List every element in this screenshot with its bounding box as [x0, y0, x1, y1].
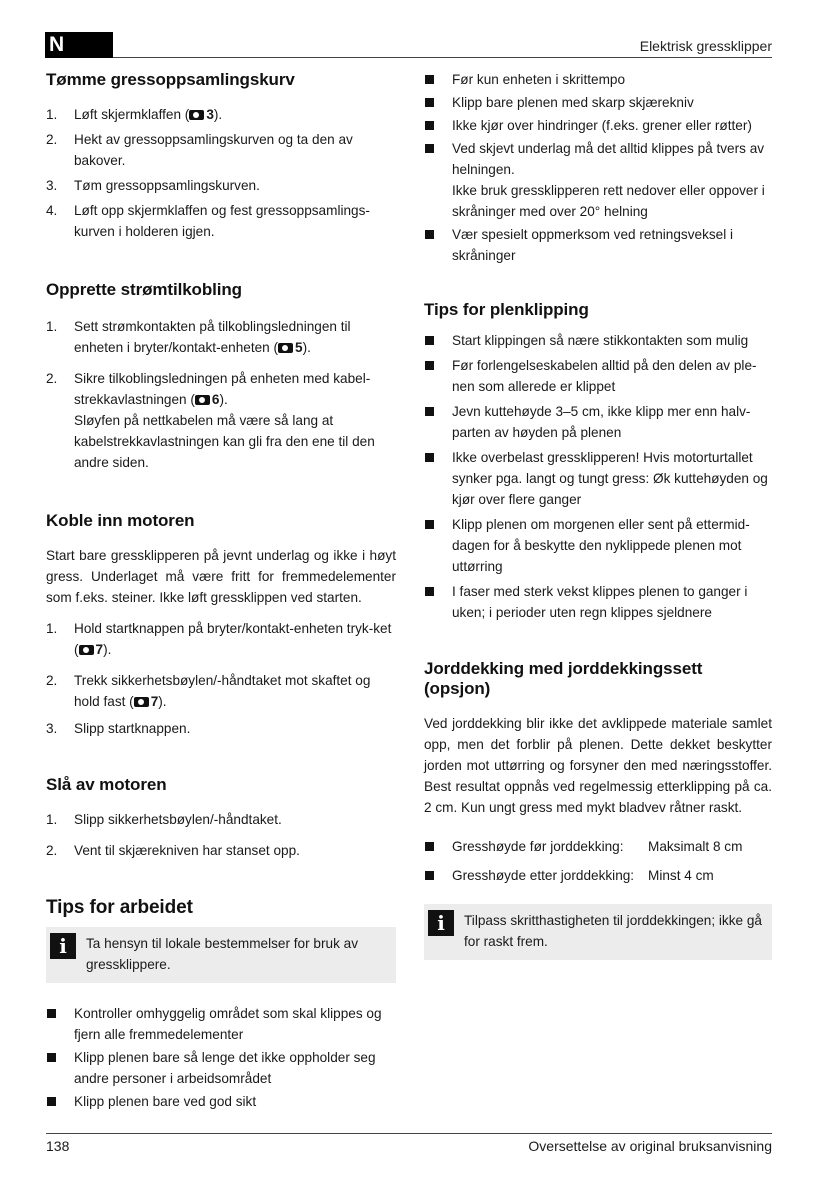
- list-item: Start klippingen så nære stikkontakten som mulig: [424, 330, 772, 351]
- list-item: Ikke overbelast gressklipperen! Hvis motorturtallet synker pga. langt og tungt gress: Øk kuttehøyden og kjør over flere ganger: [424, 447, 772, 510]
- bullet-square-icon: [425, 842, 434, 851]
- list-item: Klipp plenen om morgenen eller sent på ettermid-dagen for å beskytte den nyklippede plenen mot uttørring: [424, 514, 772, 577]
- list-item: Ikke kjør over hindringer (f.eks. grener eller røtter): [424, 115, 772, 136]
- bullet-square-icon: [425, 453, 434, 462]
- section-title-start-motor: Koble inn motoren: [46, 511, 195, 530]
- work-tips-list-continued: [424, 69, 772, 266]
- mulching-intro: Ved jorddekking blir ikke det avklippede materiale samlet opp, men det forblir på plenen. Dette dekket beskytter jorden mot uttørring og forsyner den med næringsstoffer. Best resultat oppnås ved regelmessig etterklipping på ca. 2 cm. Kun ungt gress med mykt bladvev råtner raskt.: [424, 716, 772, 815]
- page-number: 138: [46, 1138, 70, 1154]
- list-item: Gresshøyde etter jorddekking: Minst 4 cm: [424, 865, 772, 886]
- list-item: Klipp bare plenen med skarp skjærekniv: [424, 92, 772, 113]
- info-note-local-rules: i Ta hensyn til lokale bestemmelser for bruk av gressklippere.: [46, 927, 396, 983]
- bullet-square-icon: [425, 407, 434, 416]
- list-item: Kontroller omhyggelig området som skal klippes og fjern alle fremmedelementer: [46, 1003, 396, 1045]
- section-title-work-tips: Tips for arbeidet: [46, 897, 193, 918]
- camera-icon: [195, 395, 210, 405]
- mowing-tips-list: [424, 330, 772, 623]
- steps-power-connection: [46, 316, 396, 473]
- bullet-square-icon: [47, 1009, 56, 1018]
- steps-stop-motor: [46, 809, 396, 861]
- header-rule: [113, 57, 772, 58]
- list-item: 1. Slipp sikkerhetsbøylen/-håndtaket.: [46, 812, 282, 827]
- section-title-empty-basket: Tømme gressoppsamlingskurv: [46, 70, 295, 89]
- footer-rule: [46, 1133, 772, 1134]
- bullet-square-icon: [425, 361, 434, 370]
- list-item: 2. Hekt av gressoppsamlingskurven og ta den av bakover.: [46, 132, 353, 168]
- language-badge: N: [45, 32, 113, 58]
- list-item: 1. Sett strømkontakten på tilkoblingsledningen til enheten i bryter/kontakt-enheten ( 5).: [46, 319, 351, 355]
- list-item: 1. Løft skjermklaffen ( 3).: [46, 107, 223, 122]
- bullet-square-icon: [425, 121, 434, 130]
- list-item: Vær spesielt oppmerksom ved retningsveksel i skråninger: [424, 224, 772, 266]
- section-title-stop-motor: Slå av motoren: [46, 775, 167, 794]
- work-tips-list: [46, 1003, 396, 1112]
- bullet-square-icon: [425, 98, 434, 107]
- start-motor-intro: Start bare gressklipperen på jevnt underlag og ikke i høyt gress. Underlaget må være fritt for fremmedelementer som f.eks. steiner. Ikke løft gressklippen ved starten.: [46, 548, 396, 605]
- bullet-square-icon: [425, 75, 434, 84]
- steps-start-motor: [46, 618, 396, 739]
- camera-icon: [278, 343, 293, 353]
- bullet-square-icon: [425, 144, 434, 153]
- camera-icon: [79, 645, 94, 655]
- camera-icon: [134, 697, 149, 707]
- list-item: Før forlengelseskabelen alltid på den delen av ple-nen som allerede er klippet: [424, 355, 772, 397]
- list-item: 4. Løft opp skjermklaffen og fest gressoppsamlings-kurven i holderen igjen.: [46, 203, 370, 239]
- bullet-square-icon: [425, 520, 434, 529]
- bullet-square-icon: [47, 1053, 56, 1062]
- bullet-square-icon: [425, 336, 434, 345]
- list-item: Før kun enheten i skrittempo: [424, 69, 772, 90]
- bullet-square-icon: [425, 871, 434, 880]
- steps-empty-basket: [46, 104, 396, 242]
- list-item: Klipp plenen bare ved god sikt: [46, 1091, 396, 1112]
- bullet-square-icon: [425, 230, 434, 239]
- list-item: 2. Sikre tilkoblingsledningen på enheten med kabel-strekkavlastningen ( 6). Sløyfen på nettkabelen må være så lang at kabelstrekkavlastningen kan gli fra den ene til den andre siden.: [46, 371, 375, 470]
- right-column: [424, 66, 772, 960]
- mulching-heights-list: [424, 836, 772, 886]
- list-item: 2. Vent til skjærekniven har stanset opp.: [46, 843, 300, 858]
- footer-text: Oversettelse av original bruksanvisning: [528, 1138, 772, 1154]
- list-item: Jevn kuttehøyde 3–5 cm, ikke klipp mer enn halv-parten av høyden på plenen: [424, 401, 772, 443]
- info-note-walking-speed: i Tilpass skritthastigheten til jorddekkingen; ikke gå for raskt frem.: [424, 904, 772, 960]
- info-icon: i: [50, 933, 76, 959]
- list-item: 2. Trekk sikkerhetsbøylen/-håndtaket mot skaftet og hold fast ( 7).: [46, 673, 371, 709]
- list-item: 3. Tøm gressoppsamlingskurven.: [46, 178, 260, 193]
- list-item: Gresshøyde før jorddekking: Maksimalt 8 cm: [424, 836, 772, 857]
- camera-icon: [189, 110, 204, 120]
- bullet-square-icon: [47, 1097, 56, 1106]
- section-title-mulching: Jorddekking med jorddekkingssett (opsjon): [424, 659, 703, 698]
- list-item: 1. Hold startknappen på bryter/kontakt-enheten tryk-ket ( 7).: [46, 621, 392, 657]
- left-column: [46, 66, 396, 1112]
- info-icon: i: [428, 910, 454, 936]
- section-title-mowing-tips: Tips for plenklipping: [424, 300, 589, 319]
- list-item: Klipp plenen bare så lenge det ikke oppholder seg andre personer i arbeidsområdet: [46, 1047, 396, 1089]
- header-title: Elektrisk gressklipper: [639, 38, 772, 54]
- list-item: 3. Slipp startknappen.: [46, 721, 191, 736]
- list-item: Ved skjevt underlag må det alltid klippes på tvers av helningen. Ikke bruk gressklipperen rett nedover eller oppover i skråninger med over 20° helning: [424, 138, 772, 222]
- bullet-square-icon: [425, 587, 434, 596]
- list-item: I faser med sterk vekst klippes plenen to ganger i uken; i perioder uten regn klippes sjeldnere: [424, 581, 772, 623]
- section-title-power-connection: Opprette strømtilkobling: [46, 280, 242, 299]
